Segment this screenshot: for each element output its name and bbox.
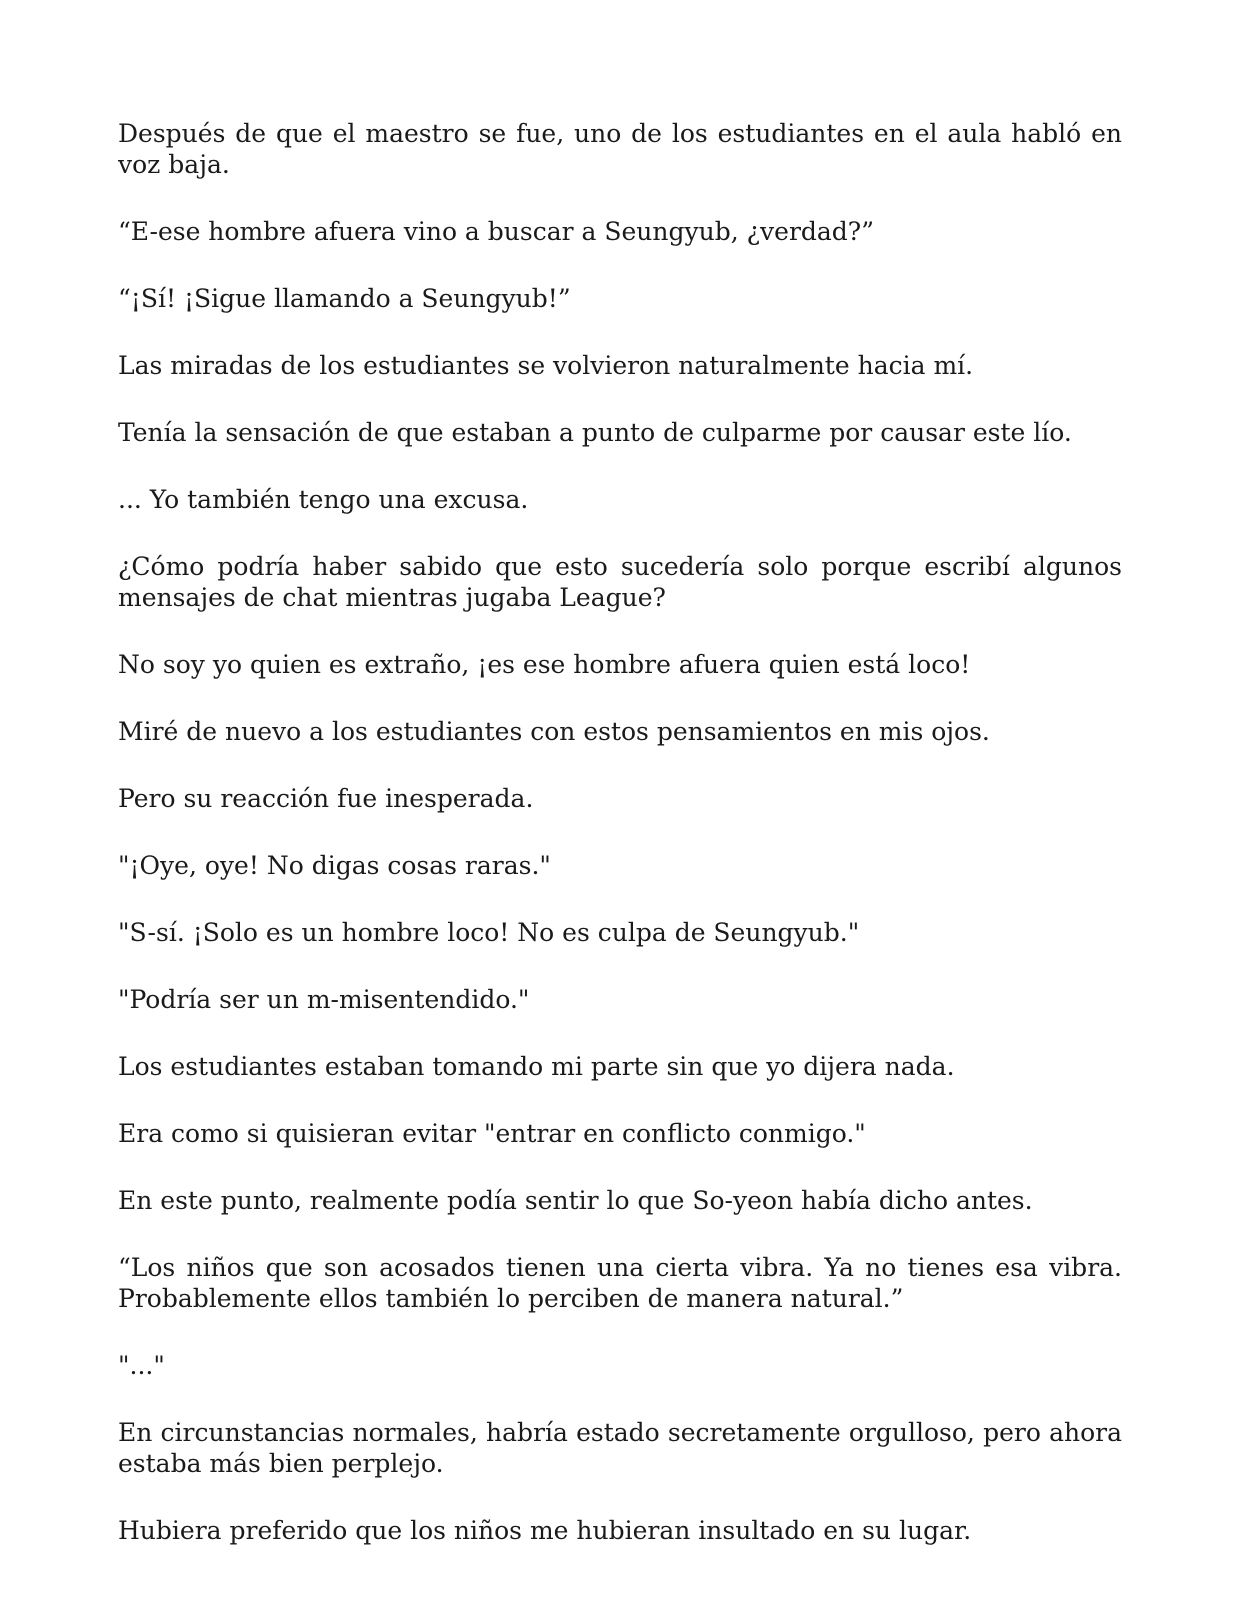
- paragraph-16: En este punto, realmente podía sentir lo que So-yeon había dicho antes.: [118, 1186, 1033, 1215]
- paragraph-1: Después de que el maestro se fue, uno de los estudiantes en el aula habló en voz baja.: [118, 119, 1122, 179]
- paragraph-2: “E-ese hombre afuera vino a buscar a Seungyub, ¿verdad?”: [118, 217, 874, 246]
- paragraph-12: "S-sí. ¡Solo es un hombre loco! No es culpa de Seungyub.": [118, 918, 860, 947]
- paragraph-19: En circunstancias normales, habría estado secretamente orgulloso, pero ahora estaba más bien perplejo.: [118, 1418, 1122, 1478]
- paragraph-18: "...": [118, 1351, 165, 1380]
- paragraph-3: “¡Sí! ¡Sigue llamando a Seungyub!”: [118, 284, 571, 313]
- paragraph-4: Las miradas de los estudiantes se volvieron naturalmente hacia mí.: [118, 351, 974, 380]
- paragraph-9: Miré de nuevo a los estudiantes con estos pensamientos en mis ojos.: [118, 717, 990, 746]
- paragraph-10: Pero su reacción fue inesperada.: [118, 784, 534, 813]
- paragraph-7: ¿Cómo podría haber sabido que esto sucedería solo porque escribí algunos mensajes de chat mientras jugaba League?: [118, 552, 1122, 612]
- paragraph-11: "¡Oye, oye! No digas cosas raras.": [118, 851, 551, 880]
- paragraph-20: Hubiera preferido que los niños me hubieran insultado en su lugar.: [118, 1516, 972, 1545]
- paragraph-14: Los estudiantes estaban tomando mi parte sin que yo dijera nada.: [118, 1052, 955, 1081]
- paragraph-8: No soy yo quien es extraño, ¡es ese hombre afuera quien está loco!: [118, 650, 971, 679]
- paragraph-6: ... Yo también tengo una excusa.: [118, 485, 529, 514]
- document-page: [118, 118, 1122, 1582]
- paragraph-15: Era como si quisieran evitar "entrar en conflicto conmigo.": [118, 1119, 866, 1148]
- paragraph-17: “Los niños que son acosados tienen una cierta vibra. Ya no tienes esa vibra. Probablemente ellos también lo perciben de manera natural.”: [118, 1253, 1122, 1313]
- paragraph-5: Tenía la sensación de que estaban a punto de culparme por causar este lío.: [118, 418, 1072, 447]
- paragraph-13: "Podría ser un m-misentendido.": [118, 985, 530, 1014]
